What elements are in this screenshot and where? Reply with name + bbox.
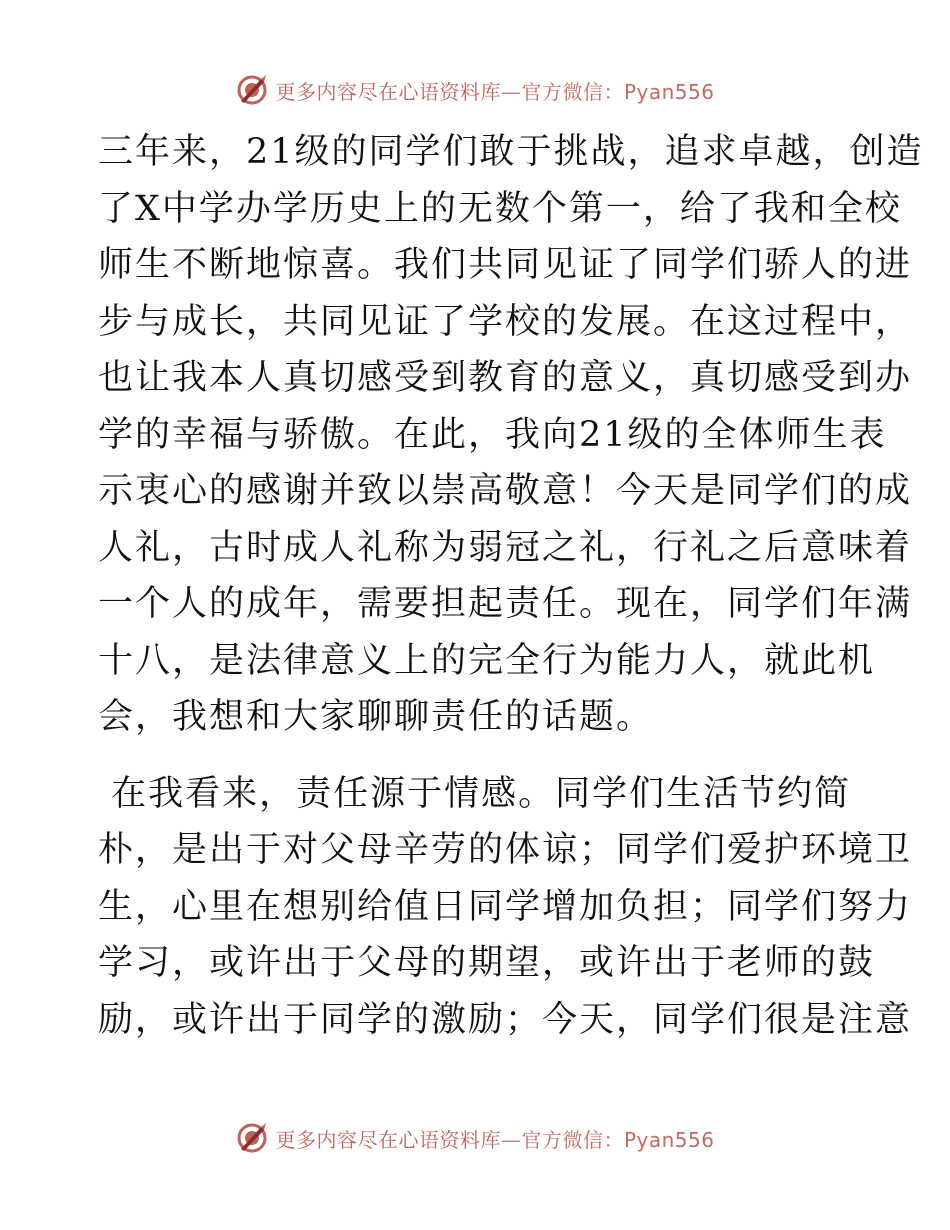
paragraph-2 (98, 766, 913, 1049)
text-line: 朴，是出于对父母辛劳的体谅；同学们爱护环境卫 (98, 830, 913, 870)
footer-banner-text (275, 1124, 714, 1153)
paragraph-1 (98, 124, 924, 746)
text-line: 示衷心的感谢并致以崇高敬意！今天是同学们的成 (98, 471, 913, 511)
text-line: 了X中学办学历史上的无数个第一，给了我和全校 (98, 188, 902, 229)
footer-banner-main: 更多内容尽在心语资料库 (275, 1127, 501, 1152)
text-line: 生，心里在想别给值日同学增加负担；同学们努力 (98, 886, 913, 927)
quill-pen-logo-icon (235, 73, 269, 107)
header-banner-wechat: 官方微信：Pyan556 (521, 79, 715, 104)
footer-banner-separator: — (500, 1127, 522, 1152)
text-line: 师生不断地惊喜。我们共同见证了同学们骄人的进 (98, 245, 913, 285)
document-body (98, 124, 924, 1048)
text-line: 三年来，21级的同学们敢于挑战，追求卓越，创造 (98, 132, 924, 172)
text-line: 学习，或许出于父母的期望，或许出于老师的鼓 (98, 943, 876, 983)
text-line: 在我看来，责任源于情感。同学们生活节约简 (98, 773, 852, 814)
text-line: 也让我本人真切感受到教育的意义，真切感受到办 (98, 358, 913, 398)
paragraph-spacer (98, 746, 858, 766)
text-line: 励，或许出于同学的激励；今天，同学们很是注意 (98, 999, 913, 1040)
footer-banner-wechat: 官方微信：Pyan556 (521, 1127, 715, 1152)
text-line: 学的幸福与骄傲。在此，我向21级的全体师生表 (98, 414, 887, 455)
header-banner-separator: — (500, 79, 522, 104)
text-line: 会，我想和大家聊聊责任的话题。 (98, 697, 654, 737)
header-banner-main: 更多内容尽在心语资料库 (275, 79, 501, 104)
footer-banner (0, 1118, 950, 1158)
quill-pen-logo-icon (235, 1121, 269, 1155)
text-line: 一个人的成年，需要担起责任。现在，同学们年满 (98, 584, 913, 624)
header-banner (0, 70, 950, 110)
text-line: 十八，是法律意义上的完全行为能力人，就此机 (98, 640, 876, 681)
text-line: 步与成长，共同见证了学校的发展。在这过程中， (98, 301, 913, 342)
text-line: 人礼，古时成人礼称为弱冠之礼，行礼之后意味着 (98, 527, 913, 568)
header-banner-text (275, 76, 714, 105)
